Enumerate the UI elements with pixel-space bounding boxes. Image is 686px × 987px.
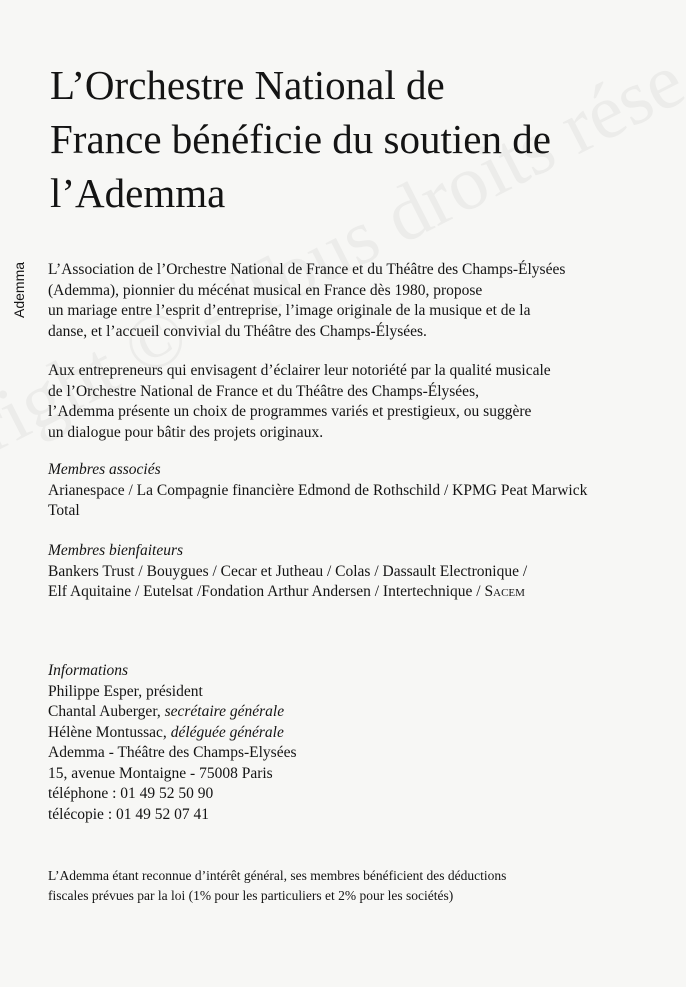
informations-heading: Informations <box>48 662 129 679</box>
paragraph-line: (Ademma), pionnier du mécénat musical en France dès 1980, propose <box>48 281 483 299</box>
paragraph-line: un dialogue pour bâtir des projets originaux. <box>48 423 324 441</box>
offer-paragraph <box>48 361 551 443</box>
title-line: l’Ademma <box>50 170 226 216</box>
benefactor-names: Elf Aquitaine / Eutelsat /Fondation Arthur Andersen / Intertechnique / <box>48 583 485 600</box>
delegate-name: Hélène Montussac, <box>48 723 171 741</box>
tax-note-line: fiscales prévues par la loi (1% pour les particuliers et 2% pour les sociétés) <box>48 888 454 903</box>
side-label: Ademma <box>11 261 27 318</box>
title-line: France bénéficie du soutien de <box>50 116 551 162</box>
phone-line: téléphone : 01 49 52 50 90 <box>48 785 214 802</box>
benefactor-members-line: Bankers Trust / Bouygues / Cecar et Jutheau / Colas / Dassault Electronique / <box>48 562 528 580</box>
address-line: Ademma - Théâtre des Champs-Elysées <box>48 744 297 761</box>
secretary-line <box>48 702 297 723</box>
paragraph-line: un mariage entre l’esprit d’entreprise, l’image originale de la musique et de la <box>48 302 531 319</box>
benefactor-members-heading: Membres bienfaiteurs <box>48 542 184 559</box>
secretary-role: secrétaire générale <box>164 703 285 720</box>
address-line: 15, avenue Montaigne - 75008 Paris <box>48 764 273 782</box>
page-title <box>50 58 650 220</box>
title-line: L’Orchestre National de <box>50 62 445 108</box>
associate-members-heading: Membres associés <box>48 461 161 478</box>
paragraph-line: danse, et l’accueil convivial du Théâtre des Champs-Élysées. <box>48 322 427 340</box>
informations-section <box>48 661 297 825</box>
associate-members-section <box>48 460 587 522</box>
fax-line: télécopie : 01 49 52 07 41 <box>48 805 209 823</box>
sacem-name: Sacem <box>484 583 525 600</box>
tax-note-line: L’Ademma étant reconnue d’intérêt général, ses membres bénéficient des déductions <box>48 868 507 883</box>
tax-note <box>48 866 506 906</box>
associate-members-line: Arianespace / La Compagnie financière Edmond de Rothschild / KPMG Peat Marwick <box>48 481 588 499</box>
associate-members-line: Total <box>48 502 80 519</box>
delegate-line <box>48 723 297 744</box>
benefactor-members-line <box>48 582 527 603</box>
paragraph-line: l’Ademma présente un choix de programmes variés et prestigieux, ou suggère <box>48 403 532 420</box>
delegate-role: déléguée générale <box>170 723 284 741</box>
paragraph-line: de l’Orchestre National de France et du Théâtre des Champs-Élysées, <box>48 382 479 400</box>
intro-paragraph <box>48 260 565 342</box>
president-line: Philippe Esper, président <box>48 682 203 700</box>
secretary-name: Chantal Auberger, <box>48 703 165 720</box>
paragraph-line: L’Association de l’Orchestre National de France et du Théâtre des Champs-Élysées <box>48 261 566 278</box>
benefactor-members-section <box>48 541 527 603</box>
paragraph-line: Aux entrepreneurs qui envisagent d’éclairer leur notoriété par la qualité musicale <box>48 362 551 379</box>
